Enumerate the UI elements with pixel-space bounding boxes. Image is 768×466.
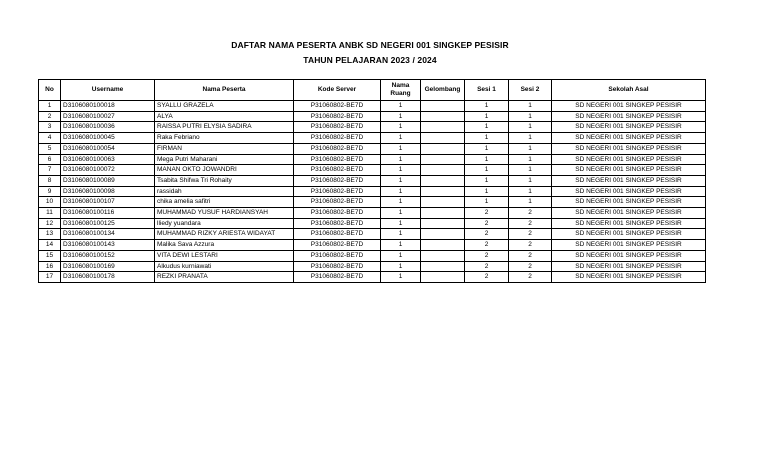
cell-username: D3106080100063 <box>61 154 155 165</box>
header-sekolah-asal: Sekolah Asal <box>552 80 706 101</box>
cell-sesi-1: 1 <box>465 175 509 186</box>
cell-nama-ruang: 1 <box>381 272 421 283</box>
cell-nama-peserta: rassidah <box>155 186 294 197</box>
cell-nama-ruang: 1 <box>381 165 421 176</box>
cell-sesi-2: 1 <box>509 143 552 154</box>
cell-gelombang <box>421 250 465 261</box>
cell-username: D3106080100178 <box>61 272 155 283</box>
cell-sesi-1: 2 <box>465 272 509 283</box>
table-row <box>39 229 706 240</box>
cell-nama-peserta: RAISSA PUTRI ELYSIA SADIRA <box>155 122 294 133</box>
cell-kode-server: P31060802-BE7D <box>294 261 381 272</box>
header-gelombang: Gelombang <box>421 80 465 101</box>
cell-sekolah-asal: SD NEGERI 001 SINGKEP PESISIR <box>552 261 706 272</box>
cell-username: D3106080100152 <box>61 250 155 261</box>
cell-nama-peserta: FIRMAN <box>155 143 294 154</box>
cell-no: 15 <box>39 250 61 261</box>
cell-sesi-2: 2 <box>509 272 552 283</box>
table-row <box>39 272 706 283</box>
cell-gelombang <box>421 165 465 176</box>
cell-no: 11 <box>39 208 61 219</box>
cell-sekolah-asal: SD NEGERI 001 SINGKEP PESISIR <box>552 111 706 122</box>
cell-sesi-1: 1 <box>465 154 509 165</box>
header-nama-peserta: Nama Peserta <box>155 80 294 101</box>
header-nama-ruang: Nama Ruang <box>381 80 421 101</box>
cell-nama-ruang: 1 <box>381 122 421 133</box>
cell-sekolah-asal: SD NEGERI 001 SINGKEP PESISIR <box>552 272 706 283</box>
cell-sesi-2: 1 <box>509 122 552 133</box>
cell-sesi-1: 1 <box>465 122 509 133</box>
table-row <box>39 208 706 219</box>
cell-nama-ruang: 1 <box>381 186 421 197</box>
cell-no: 6 <box>39 154 61 165</box>
cell-nama-ruang: 1 <box>381 154 421 165</box>
cell-no: 1 <box>39 101 61 112</box>
cell-sesi-1: 1 <box>465 143 509 154</box>
cell-no: 7 <box>39 165 61 176</box>
cell-kode-server: P31060802-BE7D <box>294 122 381 133</box>
cell-gelombang <box>421 261 465 272</box>
cell-nama-ruang: 1 <box>381 133 421 144</box>
cell-gelombang <box>421 111 465 122</box>
header-sesi-1: Sesi 1 <box>465 80 509 101</box>
cell-sekolah-asal: SD NEGERI 001 SINGKEP PESISIR <box>552 208 706 219</box>
cell-sekolah-asal: SD NEGERI 001 SINGKEP PESISIR <box>552 218 706 229</box>
cell-username: D3106080100134 <box>61 229 155 240</box>
header-sesi-2: Sesi 2 <box>509 80 552 101</box>
cell-sekolah-asal: SD NEGERI 001 SINGKEP PESISIR <box>552 101 706 112</box>
cell-nama-ruang: 1 <box>381 101 421 112</box>
cell-kode-server: P31060802-BE7D <box>294 143 381 154</box>
cell-no: 5 <box>39 143 61 154</box>
cell-sekolah-asal: SD NEGERI 001 SINGKEP PESISIR <box>552 186 706 197</box>
cell-kode-server: P31060802-BE7D <box>294 250 381 261</box>
cell-sesi-2: 1 <box>509 165 552 176</box>
cell-nama-peserta: chika amelia safitri <box>155 197 294 208</box>
cell-nama-peserta: MUHAMMAD RIZKY ARIESTA WIDAYAT <box>155 229 294 240</box>
cell-sekolah-asal: SD NEGERI 001 SINGKEP PESISIR <box>552 175 706 186</box>
cell-nama-peserta: Malika Sava Azzura <box>155 240 294 251</box>
cell-nama-ruang: 1 <box>381 111 421 122</box>
cell-username: D3106080100169 <box>61 261 155 272</box>
cell-no: 4 <box>39 133 61 144</box>
cell-no: 14 <box>39 240 61 251</box>
cell-gelombang <box>421 154 465 165</box>
cell-sesi-2: 1 <box>509 154 552 165</box>
cell-sesi-1: 1 <box>465 133 509 144</box>
cell-sesi-2: 2 <box>509 240 552 251</box>
cell-sekolah-asal: SD NEGERI 001 SINGKEP PESISIR <box>552 250 706 261</box>
cell-no: 12 <box>39 218 61 229</box>
cell-username: D3106080100107 <box>61 197 155 208</box>
cell-nama-ruang: 1 <box>381 175 421 186</box>
cell-nama-peserta: SYALLU GRAZELA <box>155 101 294 112</box>
cell-sesi-1: 1 <box>465 186 509 197</box>
cell-sekolah-asal: SD NEGERI 001 SINGKEP PESISIR <box>552 154 706 165</box>
cell-nama-peserta: Mega Putri Maharani <box>155 154 294 165</box>
table-row <box>39 101 706 112</box>
cell-gelombang <box>421 101 465 112</box>
cell-sesi-1: 1 <box>465 197 509 208</box>
table-row <box>39 197 706 208</box>
cell-sesi-1: 1 <box>465 101 509 112</box>
cell-kode-server: P31060802-BE7D <box>294 101 381 112</box>
cell-nama-peserta: Raka Febriano <box>155 133 294 144</box>
cell-no: 2 <box>39 111 61 122</box>
cell-sesi-2: 1 <box>509 111 552 122</box>
cell-username: D3106080100036 <box>61 122 155 133</box>
document-subtitle: TAHUN PELAJARAN 2023 / 2024 <box>303 55 437 65</box>
cell-nama-ruang: 1 <box>381 261 421 272</box>
cell-no: 17 <box>39 272 61 283</box>
cell-nama-ruang: 1 <box>381 218 421 229</box>
cell-sekolah-asal: SD NEGERI 001 SINGKEP PESISIR <box>552 229 706 240</box>
cell-nama-peserta: Alkudus kurniawati <box>155 261 294 272</box>
cell-kode-server: P31060802-BE7D <box>294 175 381 186</box>
cell-kode-server: P31060802-BE7D <box>294 154 381 165</box>
cell-sesi-2: 2 <box>509 218 552 229</box>
cell-no: 13 <box>39 229 61 240</box>
cell-sesi-1: 1 <box>465 111 509 122</box>
cell-kode-server: P31060802-BE7D <box>294 208 381 219</box>
cell-nama-ruang: 1 <box>381 240 421 251</box>
cell-username: D3106080100045 <box>61 133 155 144</box>
cell-sesi-2: 2 <box>509 229 552 240</box>
cell-kode-server: P31060802-BE7D <box>294 133 381 144</box>
header-username: Username <box>61 80 155 101</box>
cell-sekolah-asal: SD NEGERI 001 SINGKEP PESISIR <box>552 143 706 154</box>
cell-nama-peserta: lliedy yuandara <box>155 218 294 229</box>
cell-nama-peserta: MANAN OKTO JOWANDRI <box>155 165 294 176</box>
cell-kode-server: P31060802-BE7D <box>294 197 381 208</box>
table-row <box>39 250 706 261</box>
cell-sekolah-asal: SD NEGERI 001 SINGKEP PESISIR <box>552 240 706 251</box>
cell-gelombang <box>421 229 465 240</box>
cell-username: D3106080100027 <box>61 111 155 122</box>
cell-nama-ruang: 1 <box>381 229 421 240</box>
cell-nama-ruang: 1 <box>381 143 421 154</box>
cell-gelombang <box>421 133 465 144</box>
cell-kode-server: P31060802-BE7D <box>294 186 381 197</box>
cell-gelombang <box>421 186 465 197</box>
cell-username: D3106080100116 <box>61 208 155 219</box>
cell-username: D3106080100089 <box>61 175 155 186</box>
cell-nama-peserta: REZKI PRANATA <box>155 272 294 283</box>
cell-sesi-2: 2 <box>509 208 552 219</box>
cell-kode-server: P31060802-BE7D <box>294 229 381 240</box>
cell-sesi-1: 2 <box>465 208 509 219</box>
table-row <box>39 218 706 229</box>
table-row <box>39 240 706 251</box>
cell-gelombang <box>421 122 465 133</box>
cell-sesi-1: 2 <box>465 250 509 261</box>
cell-sekolah-asal: SD NEGERI 001 SINGKEP PESISIR <box>552 133 706 144</box>
cell-no: 8 <box>39 175 61 186</box>
cell-username: D3106080100072 <box>61 165 155 176</box>
cell-username: D3106080100018 <box>61 101 155 112</box>
cell-gelombang <box>421 143 465 154</box>
cell-gelombang <box>421 208 465 219</box>
cell-nama-ruang: 1 <box>381 208 421 219</box>
header-no: No <box>39 80 61 101</box>
cell-gelombang <box>421 197 465 208</box>
cell-sesi-1: 1 <box>465 165 509 176</box>
table-row <box>39 143 706 154</box>
cell-kode-server: P31060802-BE7D <box>294 240 381 251</box>
cell-no: 10 <box>39 197 61 208</box>
cell-nama-peserta: ALYA <box>155 111 294 122</box>
cell-sesi-2: 1 <box>509 186 552 197</box>
table-row <box>39 261 706 272</box>
cell-username: D3106080100125 <box>61 218 155 229</box>
cell-nama-peserta: Tsabita Shifwa Tri Rohaity <box>155 175 294 186</box>
cell-gelombang <box>421 218 465 229</box>
cell-nama-ruang: 1 <box>381 197 421 208</box>
cell-gelombang <box>421 272 465 283</box>
cell-username: D3106080100143 <box>61 240 155 251</box>
cell-kode-server: P31060802-BE7D <box>294 272 381 283</box>
table-row <box>39 122 706 133</box>
cell-sesi-1: 2 <box>465 229 509 240</box>
document-title: DAFTAR NAMA PESERTA ANBK SD NEGERI 001 SINGKEP PESISIR <box>231 40 509 50</box>
cell-sesi-2: 1 <box>509 197 552 208</box>
cell-sesi-2: 1 <box>509 101 552 112</box>
cell-no: 16 <box>39 261 61 272</box>
table-row <box>39 175 706 186</box>
cell-username: D3106080100054 <box>61 143 155 154</box>
table-header-row <box>39 80 706 101</box>
cell-nama-ruang: 1 <box>381 250 421 261</box>
table-row <box>39 154 706 165</box>
cell-no: 3 <box>39 122 61 133</box>
cell-sesi-1: 2 <box>465 218 509 229</box>
cell-username: D3106080100098 <box>61 186 155 197</box>
cell-sesi-2: 1 <box>509 175 552 186</box>
cell-sesi-1: 2 <box>465 240 509 251</box>
table-row <box>39 111 706 122</box>
cell-sekolah-asal: SD NEGERI 001 SINGKEP PESISIR <box>552 165 706 176</box>
table-row <box>39 133 706 144</box>
table-row <box>39 186 706 197</box>
cell-nama-peserta: MUHAMMAD YUSUF HARDIANSYAH <box>155 208 294 219</box>
cell-kode-server: P31060802-BE7D <box>294 218 381 229</box>
participants-table <box>38 79 706 283</box>
cell-sekolah-asal: SD NEGERI 001 SINGKEP PESISIR <box>552 122 706 133</box>
cell-sesi-2: 2 <box>509 261 552 272</box>
table-row <box>39 165 706 176</box>
cell-gelombang <box>421 175 465 186</box>
header-kode-server: Kode Server <box>294 80 381 101</box>
cell-sesi-2: 1 <box>509 133 552 144</box>
cell-sekolah-asal: SD NEGERI 001 SINGKEP PESISIR <box>552 197 706 208</box>
cell-no: 9 <box>39 186 61 197</box>
cell-kode-server: P31060802-BE7D <box>294 165 381 176</box>
cell-sesi-1: 2 <box>465 261 509 272</box>
cell-nama-peserta: VITA DEWI LESTARI <box>155 250 294 261</box>
cell-sesi-2: 2 <box>509 250 552 261</box>
cell-kode-server: P31060802-BE7D <box>294 111 381 122</box>
cell-gelombang <box>421 240 465 251</box>
